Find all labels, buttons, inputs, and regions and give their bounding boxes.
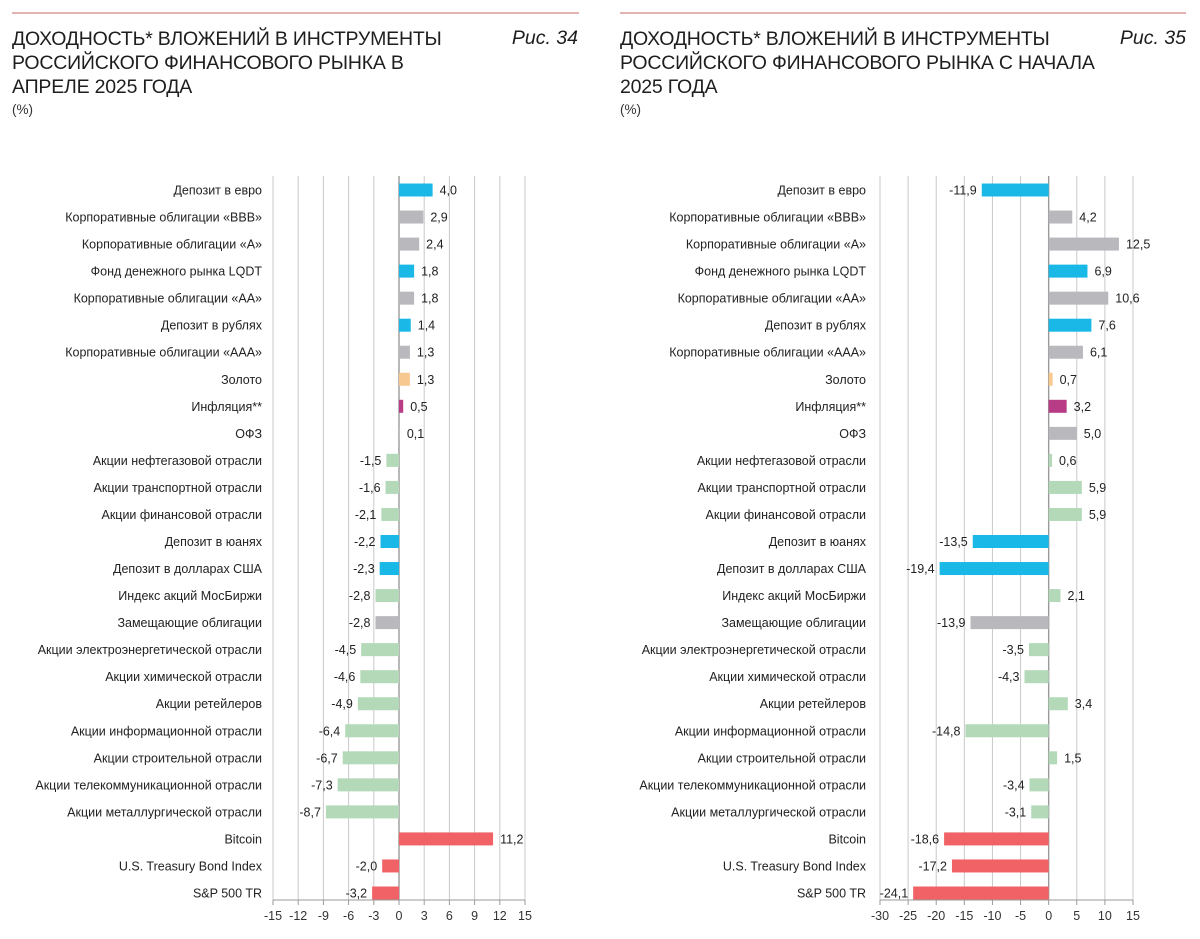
category-label: Депозит в евро <box>173 183 262 198</box>
category-label: Депозит в юанях <box>768 535 866 549</box>
chart-title: ДОХОДНОСТЬ* ВЛОЖЕНИЙ В ИНСТРУМЕНТЫ РОССИЙСКОГО ФИНАНСОВОГО РЫНКА В АПРЕЛЕ 2025 ГОДА <box>12 28 442 98</box>
bar <box>381 535 399 548</box>
category-label: Депозит в рублях <box>160 318 262 333</box>
bar <box>326 805 399 818</box>
value-label: 4,2 <box>1079 210 1097 225</box>
bar <box>982 184 1049 197</box>
bar <box>1049 697 1068 710</box>
category-label: Депозит в юанях <box>164 535 262 549</box>
value-label: 1,3 <box>416 345 435 360</box>
bar <box>1024 670 1048 683</box>
x-tick-label: -20 <box>927 909 946 923</box>
bar <box>381 508 399 521</box>
category-label: Фонд денежного рынка LQDT <box>694 264 866 279</box>
category-label: Замещающие облигации <box>721 616 866 631</box>
category-label: Корпоративные облигации «A» <box>685 237 866 252</box>
bar <box>399 373 410 386</box>
value-label: -17,2 <box>918 859 947 874</box>
value-label: -11,9 <box>949 183 977 198</box>
x-tick-label: 5 <box>1073 909 1081 923</box>
value-label: -2,2 <box>353 535 376 549</box>
value-label: -3,1 <box>1004 805 1027 820</box>
bar <box>380 562 399 575</box>
bar <box>338 778 399 791</box>
bar <box>940 562 1049 575</box>
category-label: Корпоративные облигации «AAA» <box>669 345 866 360</box>
value-label: 6,1 <box>1089 345 1108 360</box>
x-tick-label: 10 <box>1097 909 1112 923</box>
value-label: 2,1 <box>1067 589 1085 604</box>
bar <box>1030 778 1049 791</box>
category-label: Акции электроэнергетической отрасли <box>641 643 866 658</box>
value-label: 1,4 <box>417 318 436 333</box>
category-label: Корпоративные облигации «AA» <box>677 291 866 306</box>
bar <box>399 346 410 359</box>
chart-title: ДОХОДНОСТЬ* ВЛОЖЕНИЙ В ИНСТРУМЕНТЫ РОССИЙСКОГО ФИНАНСОВОГО РЫНКА С НАЧАЛА 2025 ГОДА <box>620 28 1095 98</box>
category-label: Акции информационной отрасли <box>674 724 866 739</box>
category-label: Акции транспортной отрасли <box>93 480 262 495</box>
bar <box>399 211 423 224</box>
category-label: Корпоративные облигации «BBB» <box>65 210 262 225</box>
value-label: -6,4 <box>318 724 341 739</box>
bar <box>973 535 1049 548</box>
bar <box>1049 319 1092 332</box>
bar <box>1049 292 1109 305</box>
value-label: -2,3 <box>353 562 375 577</box>
category-label: Акции нефтегазовой отрасли <box>696 453 866 468</box>
value-label: -14,8 <box>931 724 961 739</box>
category-label: Индекс акций МосБиржи <box>722 589 866 604</box>
bar <box>1049 211 1073 224</box>
value-label: 1,8 <box>421 291 439 306</box>
value-label: 2,9 <box>430 210 448 225</box>
category-label: Корпоративные облигации «AA» <box>73 291 262 306</box>
value-label: 3,4 <box>1074 697 1093 712</box>
bar-chart-fig-35 <box>600 0 1200 939</box>
category-label: Акции химической отрасли <box>709 670 866 685</box>
value-label: -3,4 <box>1003 778 1025 793</box>
category-label: Депозит в долларах США <box>113 562 262 577</box>
bar <box>1049 481 1082 494</box>
value-label: -2,8 <box>348 616 371 631</box>
x-tick-label: 6 <box>445 909 453 923</box>
bar <box>1049 751 1057 764</box>
bar <box>399 265 414 278</box>
value-label: -4,3 <box>997 670 1020 685</box>
bar <box>952 859 1049 872</box>
bar <box>386 481 399 494</box>
value-label: -7,3 <box>311 778 333 793</box>
bar <box>1049 238 1119 251</box>
value-label: -6,7 <box>316 751 338 766</box>
value-label: -18,6 <box>910 832 940 847</box>
value-label: -4,6 <box>333 670 356 685</box>
category-label: Инфляция** <box>191 399 262 414</box>
category-label: Акции строительной отрасли <box>697 751 866 766</box>
bar <box>360 670 399 683</box>
bar <box>399 400 403 413</box>
bar <box>399 427 400 440</box>
category-label: Bitcoin <box>828 832 866 847</box>
bar <box>343 751 399 764</box>
value-label: 5,9 <box>1088 480 1107 495</box>
value-label: 5,9 <box>1088 507 1107 522</box>
value-label: 12,5 <box>1125 237 1151 252</box>
value-label: 11,2 <box>500 832 524 847</box>
x-tick-label: 15 <box>518 909 532 923</box>
value-label: -2,8 <box>348 589 371 604</box>
value-label: -4,5 <box>334 643 357 658</box>
value-label: 0,6 <box>1059 453 1077 468</box>
bar <box>1031 805 1048 818</box>
bar <box>345 724 399 737</box>
x-tick-label: -15 <box>955 909 974 923</box>
x-tick-label: -12 <box>289 909 308 923</box>
category-label: Инфляция** <box>795 399 866 414</box>
value-label: 3,2 <box>1073 399 1092 414</box>
value-label: 0,7 <box>1059 372 1077 387</box>
category-label: Акции нефтегазовой отрасли <box>92 453 262 468</box>
bar <box>965 724 1048 737</box>
value-label: -1,5 <box>359 453 382 468</box>
category-label: S&P 500 TR <box>192 886 262 901</box>
units-label: (%) <box>620 102 641 117</box>
value-label: -24,1 <box>879 886 909 901</box>
category-label: Корпоративные облигации «BBB» <box>669 210 866 225</box>
value-label: 1,8 <box>421 264 439 279</box>
x-tick-label: -15 <box>263 909 283 923</box>
bar <box>399 292 414 305</box>
category-label: Замещающие облигации <box>117 616 262 631</box>
value-label: 5,0 <box>1083 426 1102 441</box>
value-label: -1,6 <box>359 480 381 495</box>
category-label: Акции ретейлеров <box>155 697 262 712</box>
chart-panel-fig-35 <box>600 0 1200 939</box>
bar <box>375 589 399 602</box>
x-tick-label: 3 <box>420 909 428 923</box>
category-label: Золото <box>221 372 262 387</box>
value-label: -3,2 <box>345 886 368 901</box>
value-label: 7,6 <box>1098 318 1116 333</box>
bar <box>1029 643 1049 656</box>
category-label: Корпоративные облигации «A» <box>81 237 262 252</box>
category-label: Индекс акций МосБиржи <box>118 589 262 604</box>
x-tick-label: 12 <box>492 909 507 923</box>
category-label: U.S. Treasury Bond Index <box>118 859 262 874</box>
bar <box>913 887 1048 900</box>
x-tick-label: -5 <box>1014 909 1027 923</box>
category-label: Депозит в рублях <box>764 318 866 333</box>
figure-label: Рис. 35 <box>1119 27 1186 49</box>
x-tick-label: 0 <box>1045 909 1053 923</box>
category-label: Акции строительной отрасли <box>93 751 262 766</box>
x-tick-label: -9 <box>317 909 329 923</box>
bar <box>1049 589 1061 602</box>
category-label: Депозит в евро <box>777 183 866 198</box>
value-label: -2,0 <box>355 859 378 874</box>
value-label: -13,5 <box>939 535 968 549</box>
category-label: Золото <box>825 372 866 387</box>
value-label: 2,4 <box>426 237 444 252</box>
bar <box>361 643 399 656</box>
value-label: 4,0 <box>439 183 457 198</box>
category-label: ОФЗ <box>235 426 262 441</box>
x-tick-label: 9 <box>471 909 479 923</box>
value-label: 0,5 <box>410 399 428 414</box>
category-label: Акции металлургической отрасли <box>67 805 262 820</box>
category-label: S&P 500 TR <box>796 886 866 901</box>
category-label: Корпоративные облигации «AAA» <box>65 345 262 360</box>
bar <box>1049 508 1082 521</box>
category-label: Акции электроэнергетической отрасли <box>37 643 262 658</box>
bar <box>1049 427 1077 440</box>
bar <box>386 454 399 467</box>
x-tick-label: -30 <box>870 909 890 923</box>
category-label: Акции металлургической отрасли <box>671 805 866 820</box>
category-label: Акции финансовой отрасли <box>101 507 262 522</box>
bar <box>1049 400 1067 413</box>
category-label: Акции химической отрасли <box>105 670 262 685</box>
bar <box>372 887 399 900</box>
value-label: 0,1 <box>406 426 425 441</box>
category-label: Акции телекоммуникационной отрасли <box>35 778 262 793</box>
bar <box>382 859 399 872</box>
x-tick-label: -10 <box>983 909 1002 923</box>
category-label: Акции телекоммуникационной отрасли <box>639 778 866 793</box>
value-label: 1,3 <box>416 372 435 387</box>
bar <box>358 697 399 710</box>
category-label: Депозит в долларах США <box>717 562 866 577</box>
x-tick-label: -3 <box>368 909 380 923</box>
bar <box>375 616 399 629</box>
bar <box>399 319 411 332</box>
category-label: Акции ретейлеров <box>759 697 866 712</box>
value-label: -13,9 <box>937 616 966 631</box>
x-tick-label: -6 <box>343 909 355 923</box>
units-label: (%) <box>12 102 33 117</box>
value-label: -3,5 <box>1002 643 1024 658</box>
category-label: Акции информационной отрасли <box>70 724 262 739</box>
bar <box>1049 373 1053 386</box>
category-label: Акции финансовой отрасли <box>705 507 866 522</box>
figure-label: Рис. 34 <box>511 27 578 49</box>
value-label: -4,9 <box>331 697 353 712</box>
bar <box>1049 265 1088 278</box>
category-label: Bitcoin <box>224 832 262 847</box>
bar <box>1049 346 1083 359</box>
value-label: -2,1 <box>354 507 377 522</box>
category-label: Акции транспортной отрасли <box>697 480 866 495</box>
value-label: 10,6 <box>1115 291 1140 306</box>
category-label: Фонд денежного рынка LQDT <box>90 264 262 279</box>
category-label: ОФЗ <box>839 426 866 441</box>
bar <box>399 238 419 251</box>
value-label: -8,7 <box>299 805 321 820</box>
bar <box>944 832 1049 845</box>
value-label: -19,4 <box>906 562 935 577</box>
x-tick-label: 0 <box>395 909 403 923</box>
x-tick-label: -25 <box>899 909 918 923</box>
bar <box>399 184 433 197</box>
x-tick-label: 15 <box>1126 909 1140 923</box>
bar <box>1049 454 1052 467</box>
value-label: 6,9 <box>1094 264 1112 279</box>
bar <box>971 616 1049 629</box>
category-label: U.S. Treasury Bond Index <box>722 859 866 874</box>
bar <box>399 832 493 845</box>
value-label: 1,5 <box>1064 751 1082 766</box>
